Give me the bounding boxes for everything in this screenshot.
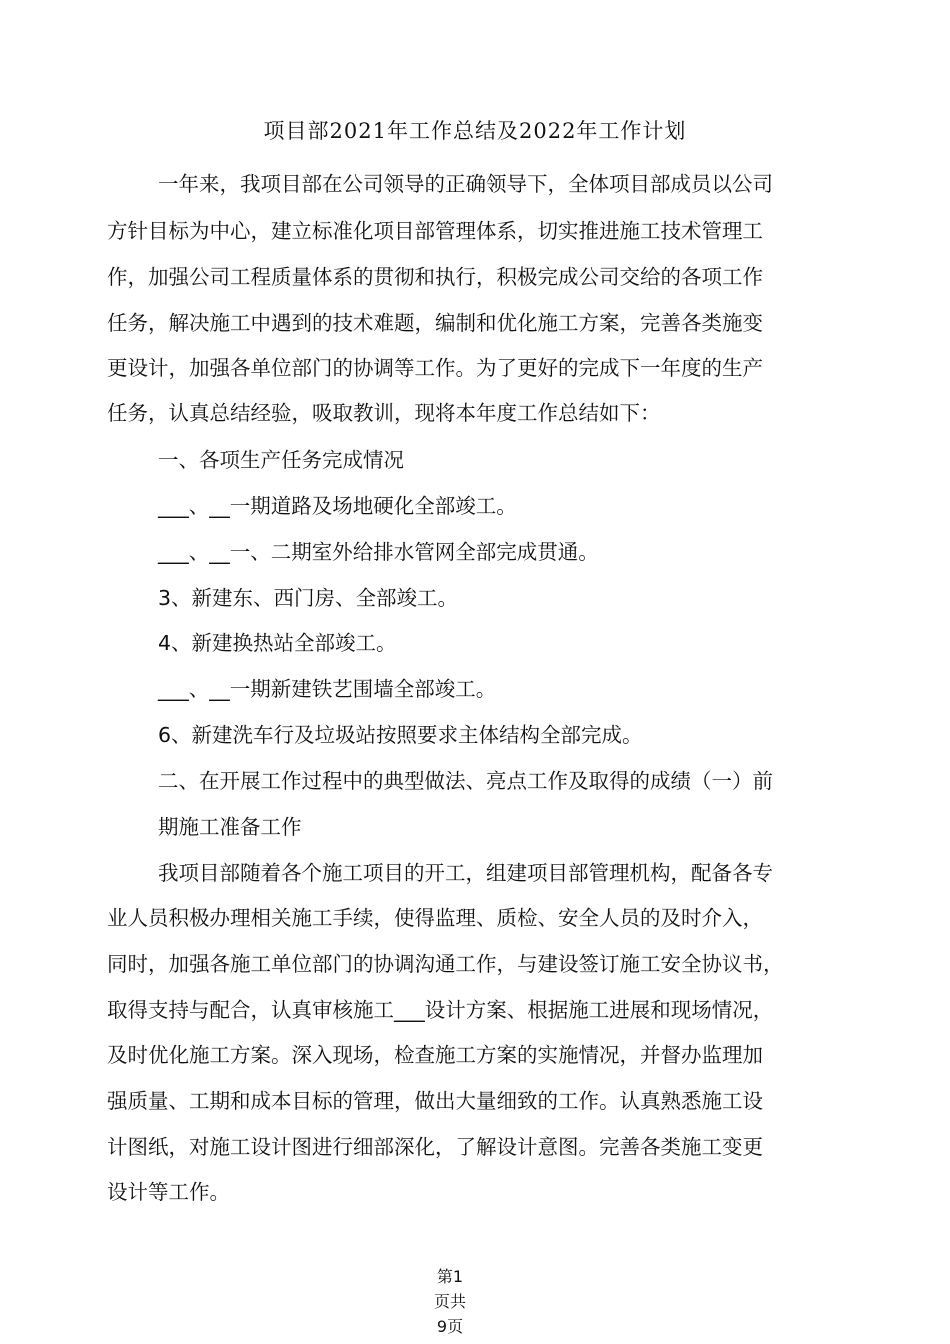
list-item: ___、__一、二期室外给排水管网全部完成贯通。 <box>158 540 599 564</box>
section-heading: 一、各项生产任务完成情况 <box>158 448 404 472</box>
body-line: 我项目部随着各个施工项目的开工，组建项目部管理机构，配备各专 <box>158 861 773 885</box>
body-line: 业人员积极办理相关施工手续，使得监理、质检、安全人员的及时介入， <box>107 906 763 930</box>
body-line: 任务，解决施工中遇到的技术难题，编制和优化施工方案，完善各类施变 <box>107 311 763 335</box>
list-item: 3、新建东、西门房、全部竣工。 <box>158 586 459 610</box>
body-line: 一年来，我项目部在公司领导的正确领导下，全体项目部成员以公司 <box>158 172 773 196</box>
page-number-line: 页共 <box>433 1292 466 1311</box>
body-line: 更设计，加强各单位部门的协调等工作。为了更好的完成下一年度的生产 <box>107 356 763 380</box>
page-number-line: 9页 <box>436 1317 464 1336</box>
list-item: 4、新建换热站全部竣工。 <box>158 631 397 655</box>
document-title: 项目部2021年工作总结及2022年工作计划 <box>263 119 687 143</box>
body-line: 及时优化施工方案。深入现场，检查施工方案的实施情况，并督办监理加 <box>107 1043 763 1067</box>
list-item: 6、新建洗车行及垃圾站按照要求主体结构全部完成。 <box>158 723 643 747</box>
body-line: 取得支持与配合，认真审核施工___设计方案、根据施工进展和现场情况， <box>107 998 774 1022</box>
body-line: 方针目标为中心，建立标准化项目部管理体系，切实推进施工技术管理工 <box>107 219 763 243</box>
page-number <box>425 1264 475 1339</box>
body-line: 同时，加强各施工单位部门的协调沟通工作，与建设签订施工安全协议书， <box>107 952 784 976</box>
body-line: 计图纸，对施工设计图进行细部深化，了解设计意图。完善各类施工变更 <box>107 1135 763 1159</box>
list-item: ___、__一期道路及场地硬化全部竣工。 <box>158 494 517 518</box>
section-heading: 期施工准备工作 <box>158 815 302 839</box>
body-line: 设计等工作。 <box>107 1180 230 1204</box>
page-number-line: 第1 <box>436 1267 464 1286</box>
body-line: 作，加强公司工程质量体系的贯彻和执行，积极完成公司交给的各项工作 <box>107 265 763 289</box>
section-heading: 二、在开展工作过程中的典型做法、亮点工作及取得的成绩（一）前 <box>158 769 773 793</box>
body-line: 强质量、工期和成本目标的管理，做出大量细致的工作。认真熟悉施工设 <box>107 1089 763 1113</box>
list-item: ___、__一期新建铁艺围墙全部竣工。 <box>158 677 497 701</box>
body-line: 任务，认真总结经验，吸取教训，现将本年度工作总结如下： <box>107 401 661 425</box>
